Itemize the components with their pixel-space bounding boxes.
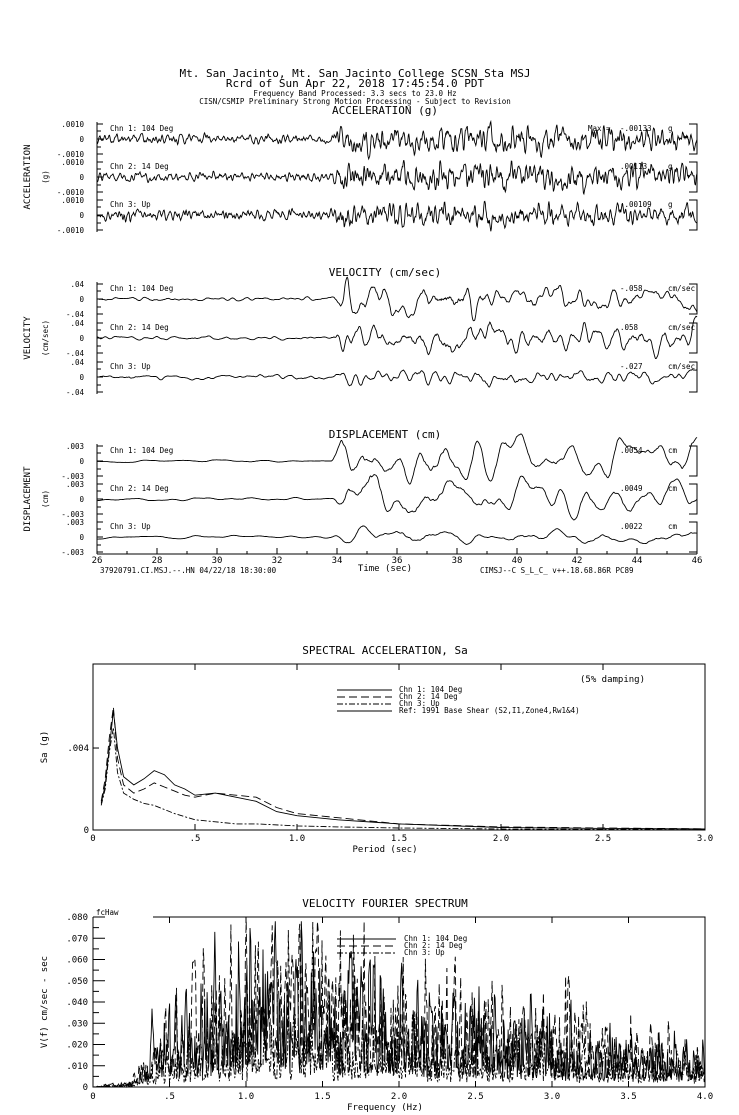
y-tick-label: 0 bbox=[79, 334, 84, 343]
y-tick-label: .070 bbox=[66, 934, 88, 945]
peak-value-label: .0049 bbox=[620, 484, 643, 493]
y-tick-label: -.003 bbox=[61, 510, 84, 519]
legend-entry: Chn 2: 14 Deg bbox=[399, 692, 458, 701]
velocity-trace-channel-1 bbox=[97, 277, 697, 321]
sa-series-channel-2 bbox=[101, 707, 705, 829]
y-tick-label: 0 bbox=[79, 211, 84, 220]
displacement-title: DISPLACEMENT (cm) bbox=[328, 428, 442, 441]
legend-entry: Chn 2: 14 Deg bbox=[404, 941, 463, 950]
displacement-trace-channel-3 bbox=[97, 526, 697, 544]
x-tick-label: 42 bbox=[571, 556, 583, 566]
acceleration-channel-1 bbox=[57, 120, 697, 159]
x-tick-label: .5 bbox=[164, 1092, 175, 1102]
record-id-footer: 37920791.CI.MSJ.--.HN 04/22/18 18:30:00 bbox=[100, 566, 277, 575]
x-tick-label: 2.0 bbox=[390, 1092, 408, 1102]
x-tick-label: 40 bbox=[511, 556, 523, 566]
sa-x-axis-label: Period (sec) bbox=[352, 845, 418, 855]
sa-legend bbox=[337, 685, 580, 715]
velocity-axis-label: VELOCITY bbox=[23, 316, 33, 360]
y-tick-label: .003 bbox=[65, 480, 84, 489]
channel-label: Chn 3: Up bbox=[110, 200, 151, 209]
y-tick-label: -.003 bbox=[61, 472, 84, 481]
channel-frame-bracket bbox=[689, 162, 697, 192]
y-tick-label: .004 bbox=[67, 744, 89, 755]
header-frequency-band: Frequency Band Processed: 3.3 secs to 23.0 Hz bbox=[253, 89, 457, 98]
peak-value-label: .00113 bbox=[620, 162, 648, 171]
legend-entry: Chn 3: Up bbox=[399, 699, 440, 708]
y-tick-label: .050 bbox=[66, 976, 88, 987]
x-tick-label: 2.5 bbox=[594, 834, 612, 844]
peak-value-label: -.00109 bbox=[620, 200, 652, 209]
x-tick-label: .5 bbox=[189, 834, 201, 844]
y-tick-label: .080 bbox=[66, 913, 88, 923]
channel-label: Chn 3: Up bbox=[110, 362, 151, 371]
sa-series-channel-3 bbox=[101, 728, 705, 830]
y-tick-label: .0010 bbox=[61, 196, 84, 205]
peak-value-label: -.058 bbox=[620, 284, 643, 293]
y-tick-label: -.0010 bbox=[56, 226, 84, 235]
time-series-panels bbox=[23, 104, 702, 575]
acceleration-trace-channel-2 bbox=[97, 160, 697, 194]
legend-entry: Chn 3: Up bbox=[404, 948, 445, 957]
velocity-trace-channel-3 bbox=[97, 370, 697, 388]
time-axis bbox=[92, 548, 703, 575]
channel-label: Chn 1: 104 Deg bbox=[110, 124, 174, 133]
velocity-units-label: (cm/sec) bbox=[41, 319, 50, 357]
header-record-time: Rcrd of Sun Apr 22, 2018 17:45:54.0 PDT bbox=[225, 77, 485, 90]
y-tick-label: 0 bbox=[79, 173, 84, 182]
velocity-panel bbox=[23, 266, 697, 397]
fs-legend bbox=[337, 934, 467, 957]
damping-annotation: (5% damping) bbox=[580, 675, 646, 685]
legend-entry: Chn 1: 104 Deg bbox=[404, 934, 468, 943]
sa-y-axis-label: Sa (g) bbox=[40, 730, 50, 764]
legend-entry: Chn 1: 104 Deg bbox=[399, 685, 463, 694]
x-tick-label: 3.0 bbox=[543, 1092, 561, 1102]
displacement-units-label: (cm) bbox=[41, 489, 50, 509]
y-tick-label: .04 bbox=[70, 358, 84, 367]
y-tick-label: 0 bbox=[79, 457, 84, 466]
peak-unit-label: cm bbox=[668, 446, 678, 455]
fs-series-channel-1 bbox=[93, 921, 705, 1087]
peak-value-label: .0054 bbox=[620, 446, 643, 455]
y-tick-label: .04 bbox=[70, 319, 84, 328]
x-tick-label: 0 bbox=[90, 834, 96, 844]
channel-label: Chn 1: 104 Deg bbox=[110, 284, 174, 293]
acceleration-units-label: (g) bbox=[41, 170, 50, 184]
fs-y-axis-label: V(f) cm/sec - sec bbox=[40, 955, 50, 1049]
channel-label: Chn 2: 14 Deg bbox=[110, 323, 169, 332]
y-tick-label: .020 bbox=[66, 1040, 88, 1051]
x-tick-label: 46 bbox=[691, 556, 703, 566]
displacement-channel-1 bbox=[61, 434, 697, 484]
y-tick-label: 0 bbox=[82, 1083, 88, 1093]
fs-title: VELOCITY FOURIER SPECTRUM bbox=[302, 897, 468, 910]
peak-unit-label: cm bbox=[668, 522, 678, 531]
y-tick-label: 0 bbox=[79, 295, 84, 304]
x-tick-label: 36 bbox=[391, 556, 403, 566]
x-tick-label: 34 bbox=[331, 556, 343, 566]
displacement-panel bbox=[23, 428, 697, 557]
velocity-channel-1 bbox=[66, 277, 697, 321]
x-tick-label: 1.5 bbox=[390, 834, 408, 844]
y-tick-label: -.0010 bbox=[56, 150, 84, 159]
x-tick-label: 26 bbox=[91, 556, 103, 566]
x-axis-label: Time (sec) bbox=[357, 564, 413, 574]
peak-value-label: -.00133 bbox=[620, 124, 652, 133]
x-tick-label: 30 bbox=[211, 556, 223, 566]
y-tick-label: -.04 bbox=[65, 349, 84, 358]
header-station: Mt. San Jacinto, Mt. San Jacinto College SCSN Sta MSJ bbox=[179, 67, 531, 80]
velocity-fourier-spectrum-chart bbox=[40, 897, 713, 1113]
x-tick-label: 2.5 bbox=[467, 1092, 484, 1102]
x-tick-label: 1.0 bbox=[288, 834, 306, 844]
x-tick-label: 3.5 bbox=[620, 1092, 637, 1102]
acceleration-axis-label: ACCELERATION bbox=[23, 144, 33, 210]
legend-entry: Ref: 1991 Base Shear (S2,I1,Zone4,Rw1&4) bbox=[399, 706, 580, 715]
y-tick-label: 0 bbox=[83, 826, 89, 836]
y-tick-label: -.0010 bbox=[56, 188, 84, 197]
channel-label: Chn 2: 14 Deg bbox=[110, 484, 169, 493]
x-tick-label: 1.0 bbox=[237, 1092, 255, 1102]
x-tick-label: 0 bbox=[90, 1092, 96, 1102]
y-tick-label: 0 bbox=[79, 135, 84, 144]
peak-value-label: .0022 bbox=[620, 522, 643, 531]
y-tick-label: 0 bbox=[79, 533, 84, 542]
y-tick-label: .030 bbox=[66, 1019, 88, 1030]
acceleration-channel-2 bbox=[57, 158, 697, 197]
peak-unit-label: cm/sec bbox=[668, 362, 696, 371]
x-tick-label: 32 bbox=[271, 556, 283, 566]
peak-value-label: -.027 bbox=[620, 362, 643, 371]
report-header bbox=[180, 67, 531, 106]
channel-frame-bracket bbox=[689, 522, 697, 552]
y-tick-label: .0010 bbox=[61, 120, 84, 129]
velocity-channel-2 bbox=[66, 316, 697, 358]
velocity-title: VELOCITY (cm/sec) bbox=[328, 266, 442, 279]
y-tick-label: .0010 bbox=[61, 158, 84, 167]
displacement-axis-label: DISPLACEMENT bbox=[23, 466, 33, 532]
x-tick-label: 3.0 bbox=[696, 834, 714, 844]
y-tick-label: .040 bbox=[66, 998, 88, 1008]
processing-version-footer: CIMSJ--C S_L_C_ v++.18.68.86R PC89 bbox=[480, 566, 634, 575]
fs-x-axis-label: Frequency (Hz) bbox=[347, 1103, 423, 1113]
acceleration-channel-3 bbox=[57, 196, 697, 235]
fs-corner-label: fcHaw bbox=[96, 908, 119, 917]
y-tick-label: -.003 bbox=[61, 548, 84, 557]
header-processing-note: CISN/CSMIP Preliminary Strong Motion Processing - Subject to Revision bbox=[199, 97, 511, 106]
channel-label: Chn 3: Up bbox=[110, 522, 151, 531]
spectral-acceleration-chart bbox=[40, 644, 713, 855]
channel-frame-bracket bbox=[689, 484, 697, 514]
sa-title: SPECTRAL ACCELERATION, Sa bbox=[302, 644, 468, 657]
x-tick-label: 1.5 bbox=[314, 1092, 331, 1102]
peak-unit-label: g bbox=[668, 162, 673, 171]
y-tick-label: 0 bbox=[79, 495, 84, 504]
x-tick-label: 2.0 bbox=[492, 834, 510, 844]
acceleration-trace-channel-3 bbox=[97, 201, 697, 231]
acceleration-panel bbox=[23, 104, 697, 235]
x-tick-label: 44 bbox=[631, 556, 643, 566]
y-tick-label: -.04 bbox=[65, 388, 84, 397]
displacement-trace-channel-2 bbox=[97, 475, 697, 521]
y-tick-label: .010 bbox=[66, 1061, 88, 1072]
max-prefix-label: Max = bbox=[588, 124, 611, 133]
peak-unit-label: g bbox=[668, 200, 673, 209]
peak-unit-label: cm/sec bbox=[668, 284, 696, 293]
channel-label: Chn 1: 104 Deg bbox=[110, 446, 174, 455]
x-tick-label: 38 bbox=[451, 556, 463, 566]
y-tick-label: .04 bbox=[70, 280, 84, 289]
y-tick-label: .003 bbox=[65, 442, 84, 451]
y-tick-label: -.04 bbox=[65, 310, 84, 319]
acceleration-title: ACCELERATION (g) bbox=[332, 104, 438, 117]
x-tick-label: 28 bbox=[151, 556, 163, 566]
peak-value-label: .058 bbox=[620, 323, 639, 332]
velocity-trace-channel-2 bbox=[97, 316, 697, 358]
y-tick-label: .060 bbox=[66, 955, 88, 966]
channel-label: Chn 2: 14 Deg bbox=[110, 162, 169, 171]
y-tick-label: .003 bbox=[65, 518, 84, 527]
peak-unit-label: g bbox=[668, 124, 673, 133]
x-tick-label: 4.0 bbox=[696, 1092, 714, 1102]
y-tick-label: 0 bbox=[79, 373, 84, 382]
sa-series-channel-1 bbox=[101, 711, 705, 829]
displacement-channel-2 bbox=[61, 475, 697, 521]
peak-unit-label: cm/sec bbox=[668, 323, 696, 332]
displacement-trace-channel-1 bbox=[97, 434, 697, 484]
peak-unit-label: cm bbox=[668, 484, 678, 493]
velocity-channel-3 bbox=[66, 358, 697, 397]
